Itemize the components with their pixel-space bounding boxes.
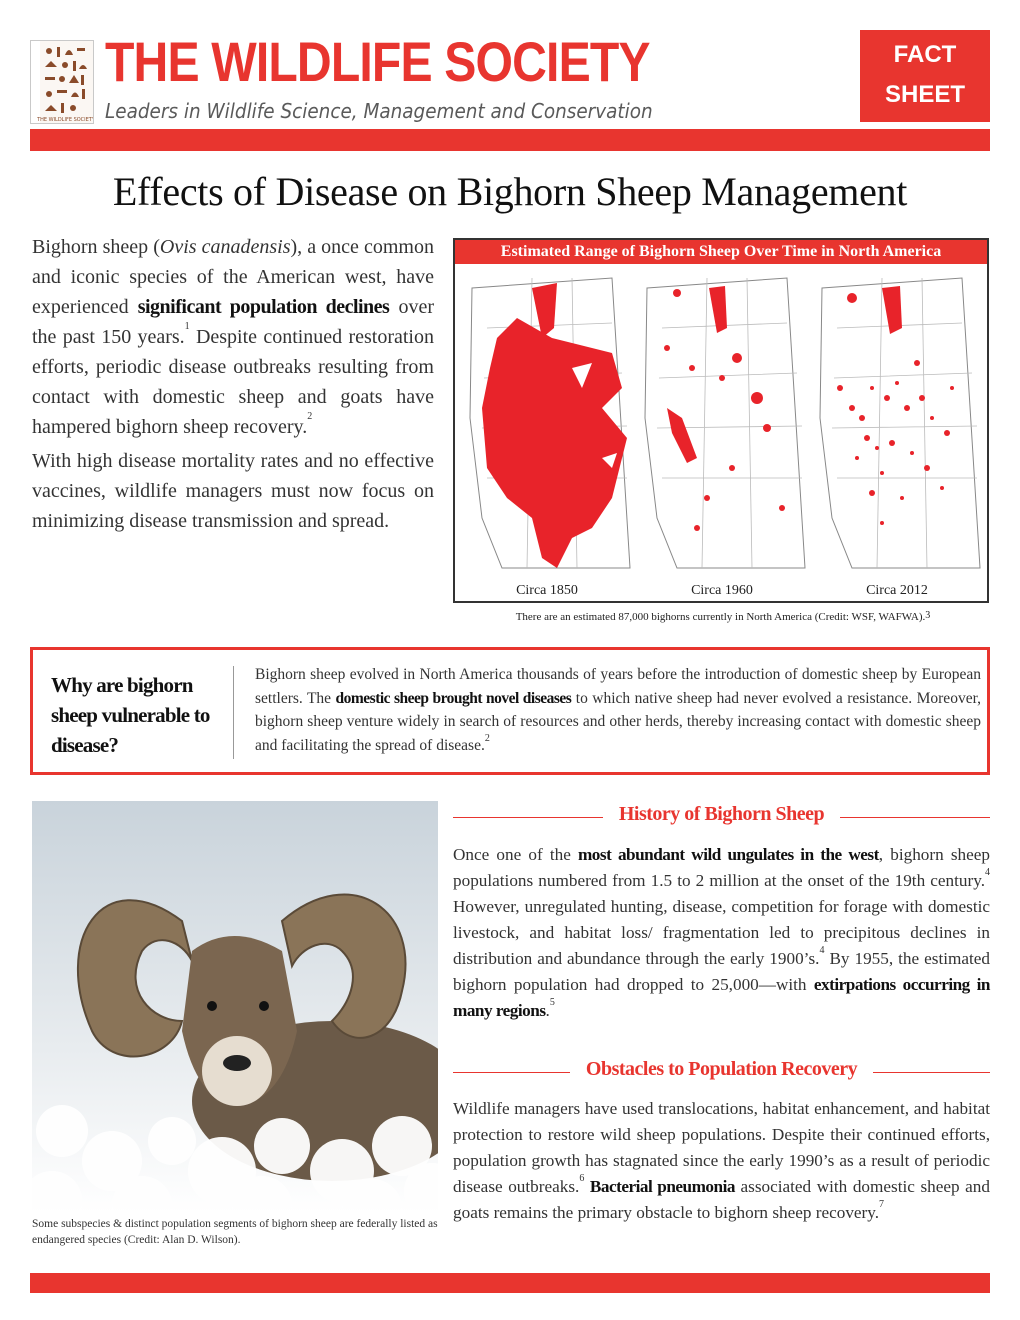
bighorn-sheep-photo xyxy=(32,801,438,1213)
intro-text-c: over the past 150 years. xyxy=(32,296,434,348)
history-text-a: Once one of the xyxy=(453,845,578,864)
bighorn-ram-illustration xyxy=(32,801,438,1213)
history-text-b: , bighorn sheep populations numbered from 1.5 to 2 million at the onset of the 19th century. xyxy=(453,845,990,890)
intro-highlight: significant population declines xyxy=(137,296,390,318)
logo-glyphs-icon xyxy=(31,41,93,123)
footnote-ref: 1 xyxy=(184,321,190,332)
why-highlight: domestic sheep brought novel diseases xyxy=(335,689,572,707)
why-question: Why are bighorn sheep vulnerable to disease? xyxy=(51,673,210,757)
obstacles-heading-text xyxy=(453,1058,990,1081)
history-paragraph xyxy=(453,842,990,1024)
why-answer xyxy=(255,663,981,757)
map-panel-heading: Estimated Range of Bighorn Sheep Over Time in North America xyxy=(455,240,987,264)
footnote-ref: 4 xyxy=(985,867,990,878)
history-heading xyxy=(453,803,990,833)
footnote-ref: 7 xyxy=(879,1199,885,1210)
footnote-ref: 3 xyxy=(925,610,931,621)
intro-paragraph-1 xyxy=(32,232,434,442)
map-caption-text: There are an estimated 87,000 bighorns currently in North America (Credit: WSF, WAFWA). xyxy=(515,611,926,623)
page-title: Effects of Disease on Bighorn Sheep Management xyxy=(112,169,908,214)
history-heading-label: History of Bighorn Sheep xyxy=(603,803,840,825)
fact-sheet-badge xyxy=(860,30,990,122)
history-text-c: However, unregulated hunting, disease, competition for forage with domestic livestock, and habitat loss/ fragmentation led to precipitous declines in distribution and abundance through the early 1900’s. xyxy=(453,897,990,968)
history-highlight-1: most abundant wild ungulates in the west xyxy=(577,845,879,864)
map-caption xyxy=(453,611,993,623)
obstacles-highlight: Bacterial pneumonia xyxy=(589,1177,735,1196)
map-label-1850: Circa 1850 xyxy=(516,583,578,598)
obstacles-text-b: associated with domestic sheep and goats remains the primary obstacle to bighorn sheep recovery. xyxy=(453,1177,990,1222)
why-text-b: to which native sheep had never evolved a resistance. Moreover, bighorn sheep venture widely in search of resources and other herds, thereby increasing contact with domestic sheep and facilitating the spread of disease. xyxy=(255,689,981,754)
intro-text-b: ), a once common and iconic species of the American west, have experienced xyxy=(32,236,434,318)
footer-bar xyxy=(30,1273,990,1293)
obstacles-paragraph xyxy=(453,1096,990,1226)
footnote-ref: 5 xyxy=(549,997,555,1008)
why-vulnerable-box xyxy=(30,647,990,775)
history-heading-text xyxy=(453,803,990,826)
map-circa-1850 xyxy=(462,268,632,572)
footnote-ref: 2 xyxy=(307,411,313,422)
map-label-2012: Circa 2012 xyxy=(866,583,928,598)
logo-text: THE WILDLIFE SOCIETY xyxy=(37,117,93,123)
intro-text-a: Bighorn sheep ( xyxy=(32,236,160,258)
organization-name: THE WILDLIFE SOCIETY xyxy=(105,30,650,93)
organization-tagline: Leaders in Wildlife Science, Management and Conservation xyxy=(105,99,653,123)
why-text-a: Bighorn sheep evolved in North America thousands of years before the introduction of domestic sheep by European settlers. The xyxy=(255,666,981,707)
header-divider-bar xyxy=(30,129,990,151)
obstacles-heading xyxy=(453,1058,990,1088)
intro-text-d: Despite continued restoration efforts, periodic disease outbreaks resulting from contact with domestic sheep and goats have hampered bighorn sheep recovery. xyxy=(32,326,434,438)
obstacles-heading-label: Obstacles to Population Recovery xyxy=(570,1058,873,1080)
footnote-ref: 4 xyxy=(819,945,825,956)
badge-line-2: SHEET xyxy=(884,81,965,108)
intro-paragraph-2: With high disease mortality rates and no effective vaccines, wildlife managers must now focus on minimizing disease transmission and spread. xyxy=(32,450,434,532)
map-circa-1960 xyxy=(637,268,807,572)
footnote-ref: 6 xyxy=(579,1173,585,1184)
map-label-1960: Circa 1960 xyxy=(691,583,753,598)
photo-caption: Some subspecies & distinct population segments of bighorn sheep are federally listed as endangered species (Credit: Alan D. Wilson). xyxy=(32,1218,438,1246)
map-circa-2012 xyxy=(812,268,982,572)
badge-line-1: FACT xyxy=(893,41,957,68)
society-logo xyxy=(30,40,94,124)
intro-text xyxy=(32,232,434,540)
history-text-d: By 1955, the estimated bighorn population had dropped to 25,000—with xyxy=(453,949,990,994)
species-name: Ovis canadensis xyxy=(159,236,291,258)
history-text-e: . xyxy=(545,1001,550,1020)
obstacles-text-a: Wildlife managers have used translocations, habitat enhancement, and habitat protection to restore wild sheep populations. Despite their continued efforts, population growth has stagnated since the early 1990’s as a result of periodic disease outbreaks. xyxy=(453,1099,990,1196)
why-divider xyxy=(233,666,234,759)
footnote-ref: 2 xyxy=(484,732,490,744)
range-map-panel xyxy=(453,238,989,603)
history-highlight-2: extirpations occurring in many regions xyxy=(453,975,990,1020)
